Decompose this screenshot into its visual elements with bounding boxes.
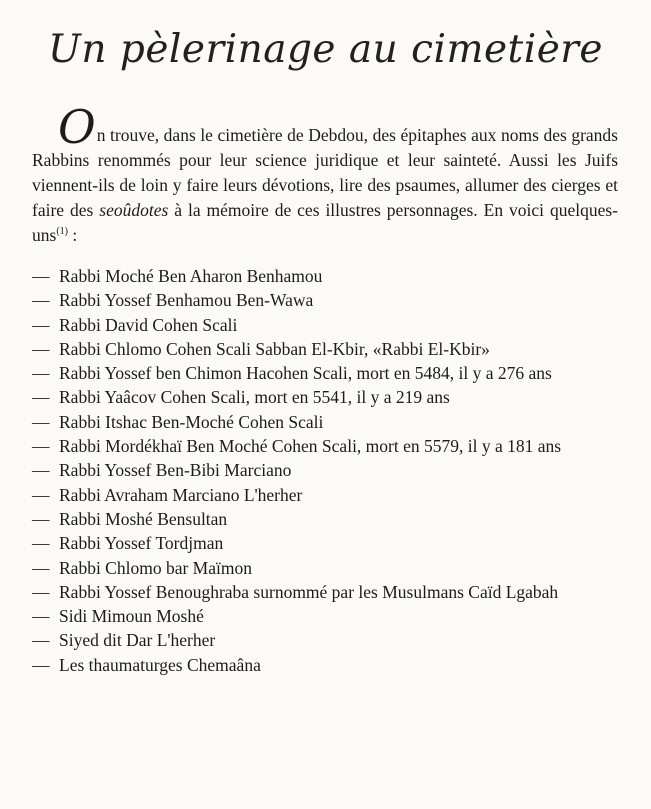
list-item [32, 458, 618, 482]
list-item-text: Rabbi David Cohen Scali [59, 314, 238, 335]
list-dash: — [32, 484, 50, 505]
list-dash: — [32, 557, 50, 578]
drop-cap: O [58, 100, 96, 154]
list-item-text: Siyed dit Dar L'herher [59, 630, 216, 651]
list-dash: — [32, 411, 50, 432]
list-item-text: Rabbi Mordékhaï Ben Moché Cohen Scali, mort en 5579, il y a 181 ans [59, 436, 562, 457]
list-dash: — [32, 314, 50, 335]
list-item-text: Rabbi Moshé Bensultan [59, 508, 228, 529]
list-item-text: Rabbi Chlomo Cohen Scali Sabban El-Kbir, «Rabbi El-Kbir» [59, 338, 490, 359]
footnote-reference: (1) [56, 226, 68, 238]
page-title: Un pèlerinage au cimetière [48, 27, 604, 72]
list-dash: — [32, 508, 50, 529]
intro-italic-term: seoûdotes [99, 200, 169, 220]
list-item-text: Rabbi Yaâcov Cohen Scali, mort en 5541, il y a 219 ans [59, 387, 450, 408]
list-dash: — [32, 606, 50, 627]
list-dash: — [32, 436, 50, 457]
list-item-text: Rabbi Yossef Ben-Bibi Marciano [59, 460, 292, 481]
list-item-text: Les thaumaturges Chemaâna [59, 654, 261, 675]
intro-text-end: : [67, 225, 78, 245]
list-item-text: Rabbi Yossef ben Chimon Hacohen Scali, mort en 5484, il y a 276 ans [59, 363, 552, 384]
list-item [32, 653, 618, 677]
list-item-text: Rabbi Avraham Marciano L'herher [59, 484, 303, 505]
list-item-text: Rabbi Yossef Benhamou Ben-Wawa [59, 290, 314, 311]
list-dash: — [32, 387, 50, 408]
list-item-text: Sidi Mimoun Moshé [59, 606, 204, 627]
list-dash: — [32, 533, 50, 554]
intro-paragraph [32, 100, 618, 248]
list-item [32, 410, 618, 434]
list-dash: — [32, 290, 50, 311]
list-item-text: Rabbi Chlomo bar Maïmon [59, 557, 252, 578]
list-item-text: Rabbi Moché Ben Aharon Benhamou [59, 266, 323, 286]
intro-text-middle: à la mémoire de ces illustres personnages. En voici quelques-uns [32, 200, 618, 245]
list-item [32, 361, 618, 385]
list-dash: — [32, 266, 50, 286]
list-dash: — [32, 363, 50, 384]
list-item-text: Rabbi Yossef Tordjman [59, 533, 224, 554]
list-dash: — [32, 460, 50, 481]
list-dash: — [32, 654, 50, 675]
rabbi-list [32, 264, 618, 677]
list-item [32, 385, 618, 409]
list-item-text: Rabbi Itshac Ben-Moché Cohen Scali [59, 411, 324, 432]
list-dash: — [32, 630, 50, 651]
list-item [32, 288, 618, 312]
list-dash: — [32, 581, 50, 602]
list-item [32, 434, 618, 458]
list-item [32, 337, 618, 361]
list-item [32, 628, 618, 652]
list-item [32, 507, 618, 531]
intro-text-start: n trouve, dans le cimetière de Debdou, des épitaphes aux noms des grands Rabbins renommés pour leur science juridique et leur sainteté. Aussi les Juifs viennent-ils de loin y faire leurs dévotions, lire des psaumes, allumer des cierges et faire des [32, 125, 618, 220]
list-item [32, 531, 618, 555]
list-item [32, 313, 618, 337]
list-item [32, 483, 618, 507]
list-item [32, 556, 618, 580]
list-dash: — [32, 338, 50, 359]
list-item [32, 580, 618, 604]
list-item [32, 264, 618, 288]
list-item-text: Rabbi Yossef Benoughraba surnommé par les Musulmans Caïd Lgabah [59, 581, 559, 602]
list-item [32, 604, 618, 628]
